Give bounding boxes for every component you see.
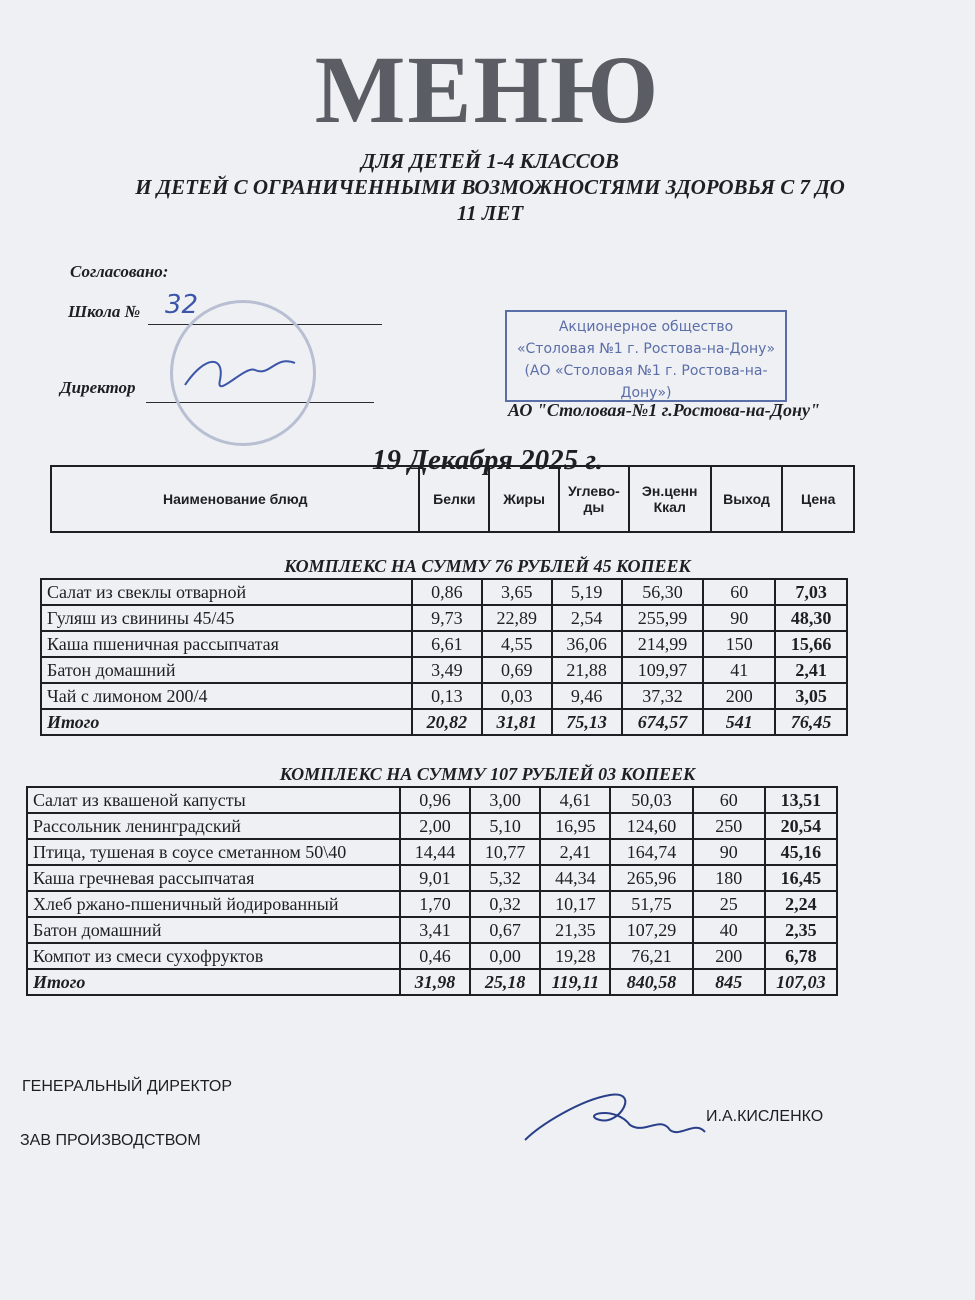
cell-output: 40	[693, 917, 765, 943]
cell-energy: 109,97	[622, 657, 704, 683]
subtitle-line: ДЛЯ ДЕТЕЙ 1-4 КЛАССОВ	[361, 149, 619, 173]
header-output: Выход	[711, 466, 783, 532]
header-energy: Эн.ценн Ккал	[629, 466, 711, 532]
complex1-table	[40, 578, 848, 736]
header-protein: Белки	[419, 466, 489, 532]
cell-name: Рассольник ленинградский	[27, 813, 400, 839]
cell-carbs: 21,88	[552, 657, 622, 683]
table-row	[27, 839, 837, 865]
director-signature	[175, 345, 305, 405]
cell-name: Каша гречневая рассыпчатая	[27, 865, 400, 891]
cell-energy: 107,29	[610, 917, 692, 943]
cell-name: Салат из свеклы отварной	[41, 579, 412, 605]
cell-fat: 4,55	[482, 631, 552, 657]
header-name: Наименование блюд	[51, 466, 419, 532]
cell-energy: 255,99	[622, 605, 704, 631]
cell-protein: 0,86	[412, 579, 482, 605]
cell-name: Компот из смеси сухофруктов	[27, 943, 400, 969]
cell-price: 2,35	[765, 917, 837, 943]
cell-name: Батон домашний	[27, 917, 400, 943]
cell-output: 41	[703, 657, 775, 683]
cell-output: 150	[703, 631, 775, 657]
stamp-line: «Столовая №1 г. Ростова-на-Дону»	[516, 341, 776, 357]
menu-date: 19 Декабря 2025 г.	[371, 444, 603, 476]
cell-energy: 265,96	[610, 865, 692, 891]
cell-name: Хлеб ржано-пшеничный йодированный	[27, 891, 400, 917]
total-fat: 31,81	[482, 709, 552, 735]
cell-energy: 50,03	[610, 787, 692, 813]
cell-protein: 0,96	[400, 787, 470, 813]
cell-price: 16,45	[765, 865, 837, 891]
cell-carbs: 19,28	[540, 943, 610, 969]
cell-protein: 9,73	[412, 605, 482, 631]
header-fat: Жиры	[489, 466, 559, 532]
stamp-line: (АО «Столовая №1 г. Ростова-на-Дону»)	[524, 363, 768, 401]
organization-name: АО "Столовая-№1 г.Ростова-на-Дону"	[508, 400, 820, 420]
cell-output: 60	[703, 579, 775, 605]
general-director-label: ГЕНЕРАЛЬНЫЙ ДИРЕКТОР	[22, 1078, 233, 1095]
page-subtitle	[60, 148, 920, 226]
complex2-table	[26, 786, 838, 996]
table-row	[41, 657, 847, 683]
cell-price: 13,51	[765, 787, 837, 813]
cell-name: Салат из квашеной капусты	[27, 787, 400, 813]
cell-protein: 6,61	[412, 631, 482, 657]
total-energy: 840,58	[610, 969, 692, 995]
table-row	[41, 579, 847, 605]
cell-fat: 0,69	[482, 657, 552, 683]
table-row	[41, 605, 847, 631]
header-carbs: Углево- ды	[559, 466, 629, 532]
cell-carbs: 21,35	[540, 917, 610, 943]
cell-protein: 3,49	[412, 657, 482, 683]
cell-protein: 1,70	[400, 891, 470, 917]
cell-energy: 214,99	[622, 631, 704, 657]
cell-output: 200	[693, 943, 765, 969]
cell-carbs: 44,34	[540, 865, 610, 891]
total-protein: 20,82	[412, 709, 482, 735]
total-name: Итого	[41, 709, 412, 735]
cell-fat: 0,32	[470, 891, 540, 917]
total-row	[41, 709, 847, 735]
cell-name: Каша пшеничная рассыпчатая	[41, 631, 412, 657]
cell-price: 6,78	[765, 943, 837, 969]
menu-header-table	[50, 465, 855, 533]
cell-price: 2,41	[775, 657, 847, 683]
school-number: 32	[165, 290, 199, 320]
total-output: 541	[703, 709, 775, 735]
cell-output: 250	[693, 813, 765, 839]
cell-protein: 9,01	[400, 865, 470, 891]
production-head-label: ЗАВ ПРОИЗВОДСТВОМ	[20, 1132, 201, 1149]
total-name: Итого	[27, 969, 400, 995]
cell-price: 7,03	[775, 579, 847, 605]
cell-protein: 14,44	[400, 839, 470, 865]
complex1-title: КОМПЛЕКС НА СУММУ 76 РУБЛЕЙ 45 КОПЕЕК	[284, 556, 691, 576]
cell-name: Гуляш из свинины 45/45	[41, 605, 412, 631]
organization-stamp	[505, 310, 787, 402]
signer-name: И.А.КИСЛЕНКО	[706, 1108, 824, 1125]
total-fat: 25,18	[470, 969, 540, 995]
cell-name: Чай с лимоном 200/4	[41, 683, 412, 709]
cell-energy: 124,60	[610, 813, 692, 839]
cell-energy: 56,30	[622, 579, 704, 605]
cell-protein: 0,13	[412, 683, 482, 709]
total-carbs: 119,11	[540, 969, 610, 995]
cell-fat: 0,67	[470, 917, 540, 943]
cell-fat: 0,00	[470, 943, 540, 969]
cell-fat: 3,65	[482, 579, 552, 605]
cell-carbs: 2,41	[540, 839, 610, 865]
cell-price: 48,30	[775, 605, 847, 631]
total-protein: 31,98	[400, 969, 470, 995]
cell-price: 2,24	[765, 891, 837, 917]
table-row	[27, 787, 837, 813]
table-row	[27, 917, 837, 943]
stamp-line: Акционерное общество	[558, 319, 734, 335]
table-row	[41, 631, 847, 657]
table-row	[27, 813, 837, 839]
total-price: 76,45	[775, 709, 847, 735]
cell-output: 25	[693, 891, 765, 917]
table-row	[27, 891, 837, 917]
cell-output: 200	[703, 683, 775, 709]
total-price: 107,03	[765, 969, 837, 995]
cell-output: 180	[693, 865, 765, 891]
cell-energy: 76,21	[610, 943, 692, 969]
subtitle-line: 11 ЛЕТ	[456, 201, 524, 225]
school-label: Школа №	[68, 302, 141, 321]
cell-carbs: 10,17	[540, 891, 610, 917]
cell-carbs: 9,46	[552, 683, 622, 709]
cell-price: 20,54	[765, 813, 837, 839]
cell-price: 3,05	[775, 683, 847, 709]
total-output: 845	[693, 969, 765, 995]
cell-fat: 22,89	[482, 605, 552, 631]
total-row	[27, 969, 837, 995]
cell-energy: 164,74	[610, 839, 692, 865]
cell-carbs: 5,19	[552, 579, 622, 605]
cell-fat: 0,03	[482, 683, 552, 709]
cell-fat: 3,00	[470, 787, 540, 813]
table-row	[27, 943, 837, 969]
page-title: МЕНЮ	[314, 36, 661, 143]
subtitle-line: И ДЕТЕЙ С ОГРАНИЧЕННЫМИ ВОЗМОЖНОСТЯМИ ЗДОРОВЬЯ С 7 ДО	[135, 175, 845, 199]
table-row	[41, 683, 847, 709]
complex2-title: КОМПЛЕКС НА СУММУ 107 РУБЛЕЙ 03 КОПЕЕК	[279, 764, 696, 784]
cell-energy: 37,32	[622, 683, 704, 709]
agreed-label: Согласовано:	[70, 262, 169, 281]
cell-carbs: 2,54	[552, 605, 622, 631]
cell-protein: 2,00	[400, 813, 470, 839]
cell-fat: 5,32	[470, 865, 540, 891]
cell-protein: 3,41	[400, 917, 470, 943]
header-price: Цена	[782, 466, 854, 532]
cell-carbs: 16,95	[540, 813, 610, 839]
director-label: Директор	[60, 378, 136, 397]
cell-output: 60	[693, 787, 765, 813]
cell-carbs: 4,61	[540, 787, 610, 813]
cell-fat: 10,77	[470, 839, 540, 865]
cell-price: 15,66	[775, 631, 847, 657]
cell-protein: 0,46	[400, 943, 470, 969]
cell-energy: 51,75	[610, 891, 692, 917]
total-carbs: 75,13	[552, 709, 622, 735]
cell-output: 90	[693, 839, 765, 865]
table-row	[27, 865, 837, 891]
cell-price: 45,16	[765, 839, 837, 865]
cell-name: Батон домашний	[41, 657, 412, 683]
total-energy: 674,57	[622, 709, 704, 735]
cell-name: Птица, тушеная в соусе сметанном 50\40	[27, 839, 400, 865]
cell-fat: 5,10	[470, 813, 540, 839]
general-director-signature	[520, 1080, 710, 1150]
cell-carbs: 36,06	[552, 631, 622, 657]
cell-output: 90	[703, 605, 775, 631]
